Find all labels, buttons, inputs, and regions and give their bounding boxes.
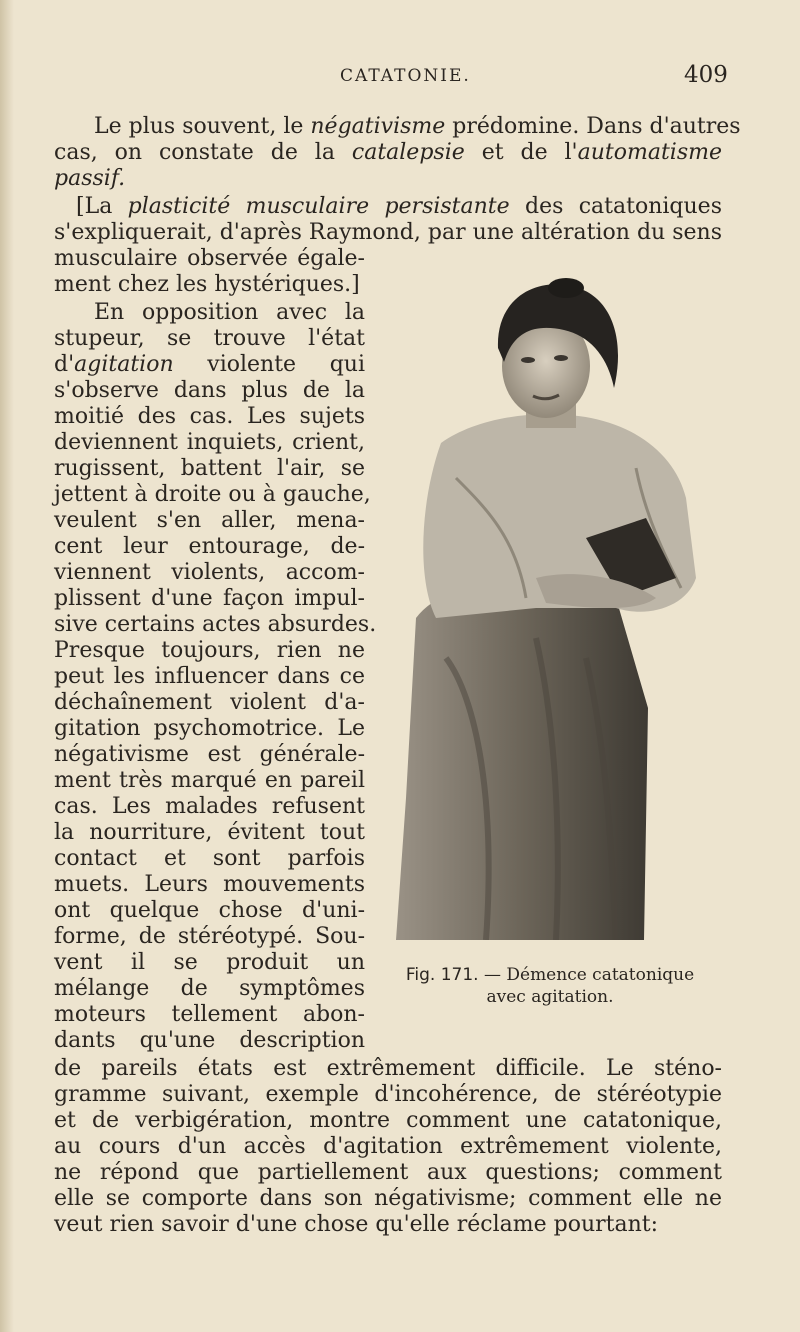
text-line [54, 508, 365, 534]
text-line [54, 794, 365, 820]
text-run: déchaînement violent d'a- [54, 690, 365, 715]
text-run: En opposition avec la [94, 300, 365, 325]
text-line [54, 140, 722, 166]
text-run: s'expliquerait, d'après Raymond, par une altération du sens [54, 220, 722, 245]
text-line [54, 976, 365, 1002]
text-run: vent il se produit un [54, 950, 365, 975]
text-run: cas. Les malades refusent [54, 794, 365, 819]
text-run: sive certains actes absurdes. [54, 612, 377, 637]
text-run: elle se comporte dans son négativisme; comment elle ne [54, 1186, 722, 1211]
text-line [54, 246, 365, 272]
text-line [54, 690, 365, 716]
text-run: deviennent inquiets, crient, [54, 430, 365, 455]
text-run: muets. Leurs mouvements [54, 872, 365, 897]
text-line [54, 1028, 365, 1054]
text-line [54, 1108, 722, 1134]
text-line [54, 456, 365, 482]
text-run: jettent à droite ou à gauche, [54, 482, 371, 507]
text-line [54, 638, 365, 664]
text-line [54, 220, 722, 246]
text-line [54, 716, 365, 742]
text-line [54, 1134, 722, 1160]
caption-line-2: avec agitation. [486, 987, 614, 1007]
text-run: des catatoniques [509, 194, 722, 219]
text-line [54, 950, 365, 976]
running-title: CATATONIE. [340, 66, 471, 86]
text-run: ont quelque chose d'uni- [54, 898, 365, 923]
text-line [54, 742, 365, 768]
text-run: musculaire observée égale- [54, 246, 365, 271]
text-run: Le plus souvent, le [94, 114, 311, 139]
text-run: gitation psychomotrice. Le [54, 716, 365, 741]
text-line [54, 560, 365, 586]
text-line [54, 924, 365, 950]
running-head [0, 62, 800, 92]
text-run: moitié des cas. Les sujets [54, 404, 365, 429]
figure-caption [370, 964, 730, 1008]
italic-term: négativisme [310, 114, 446, 139]
page-number: 409 [684, 62, 728, 88]
text-run: forme, de stéréotypé. Sou- [54, 924, 365, 949]
text-run: et de l' [464, 140, 578, 165]
text-line [54, 1212, 722, 1238]
text-line [54, 534, 365, 560]
text-run: violente qui [173, 352, 365, 377]
text-run: s'observe dans plus de la [54, 378, 365, 403]
text-run: ment chez les hystériques.] [54, 272, 360, 297]
text-run: et de verbigération, montre comment une catatonique, [54, 1108, 722, 1133]
text-line [94, 114, 741, 140]
text-line [54, 846, 365, 872]
text-run: de pareils états est extrêmement difficile. Le sténo- [54, 1056, 722, 1081]
text-run: ne répond que partiellement aux questions; comment [54, 1160, 722, 1185]
text-line [54, 1056, 722, 1082]
text-line [54, 898, 365, 924]
text-run: ment très marqué en pareil [54, 768, 365, 793]
text-line [54, 1002, 365, 1028]
text-line [54, 482, 371, 508]
text-run: Presque toujours, rien ne [54, 638, 365, 663]
text-line [54, 768, 365, 794]
text-run: prédomine. Dans d'autres [445, 114, 741, 139]
text-run: dants qu'une description [54, 1028, 365, 1053]
text-run: mélange de symptômes [54, 976, 365, 1001]
text-line [76, 194, 722, 220]
text-line [54, 586, 365, 612]
italic-term: catalepsie [351, 140, 465, 165]
text-line [54, 272, 365, 298]
text-line [54, 872, 365, 898]
text-run: plissent d'une façon impul- [54, 586, 365, 611]
text-run: gramme suivant, exemple d'incohérence, de stéréotypie [54, 1082, 722, 1107]
text-run: moteurs tellement abon- [54, 1002, 365, 1027]
text-run: au cours d'un accès d'agitation extrêmement violente, [54, 1134, 722, 1159]
text-line [54, 820, 365, 846]
italic-term: passif. [54, 166, 126, 191]
text-run: veut rien savoir d'une chose qu'elle réclame pourtant: [54, 1212, 659, 1237]
text-run: la nourriture, évitent tout [54, 820, 365, 845]
text-line [54, 430, 365, 456]
text-line [54, 612, 377, 638]
text-line [54, 664, 365, 690]
text-run: veulent s'en aller, mena- [54, 508, 365, 533]
text-line [54, 352, 365, 378]
text-run: [La [76, 194, 128, 219]
text-line [54, 326, 365, 352]
figure-number: Fig. 171. [405, 965, 479, 985]
figure-photograph [386, 278, 708, 940]
page-binding-shadow [0, 0, 14, 1332]
text-line [54, 166, 722, 192]
text-line [54, 1082, 722, 1108]
text-run: d' [54, 352, 75, 377]
text-run: viennent violents, accom- [54, 560, 365, 585]
text-line [54, 1160, 722, 1186]
italic-term: plasticité musculaire persistante [127, 194, 510, 219]
text-run: stupeur, se trouve l'état [54, 326, 365, 351]
text-line [54, 378, 365, 404]
text-run: cent leur entourage, de- [54, 534, 365, 559]
text-run: contact et sont parfois [54, 846, 365, 871]
text-run: cas, on constate de la [54, 140, 352, 165]
text-run: rugissent, battent l'air, se [54, 456, 365, 481]
caption-line-1: — Démence catatonique [483, 965, 695, 985]
text-line [54, 1186, 722, 1212]
text-line [94, 300, 365, 326]
italic-term: agitation [74, 352, 174, 377]
italic-term: automatisme [577, 140, 722, 165]
text-line [54, 404, 365, 430]
catatonic-woman-photo [386, 278, 708, 940]
text-run: négativisme est générale- [54, 742, 365, 767]
text-run: peut les influencer dans ce [54, 664, 365, 689]
